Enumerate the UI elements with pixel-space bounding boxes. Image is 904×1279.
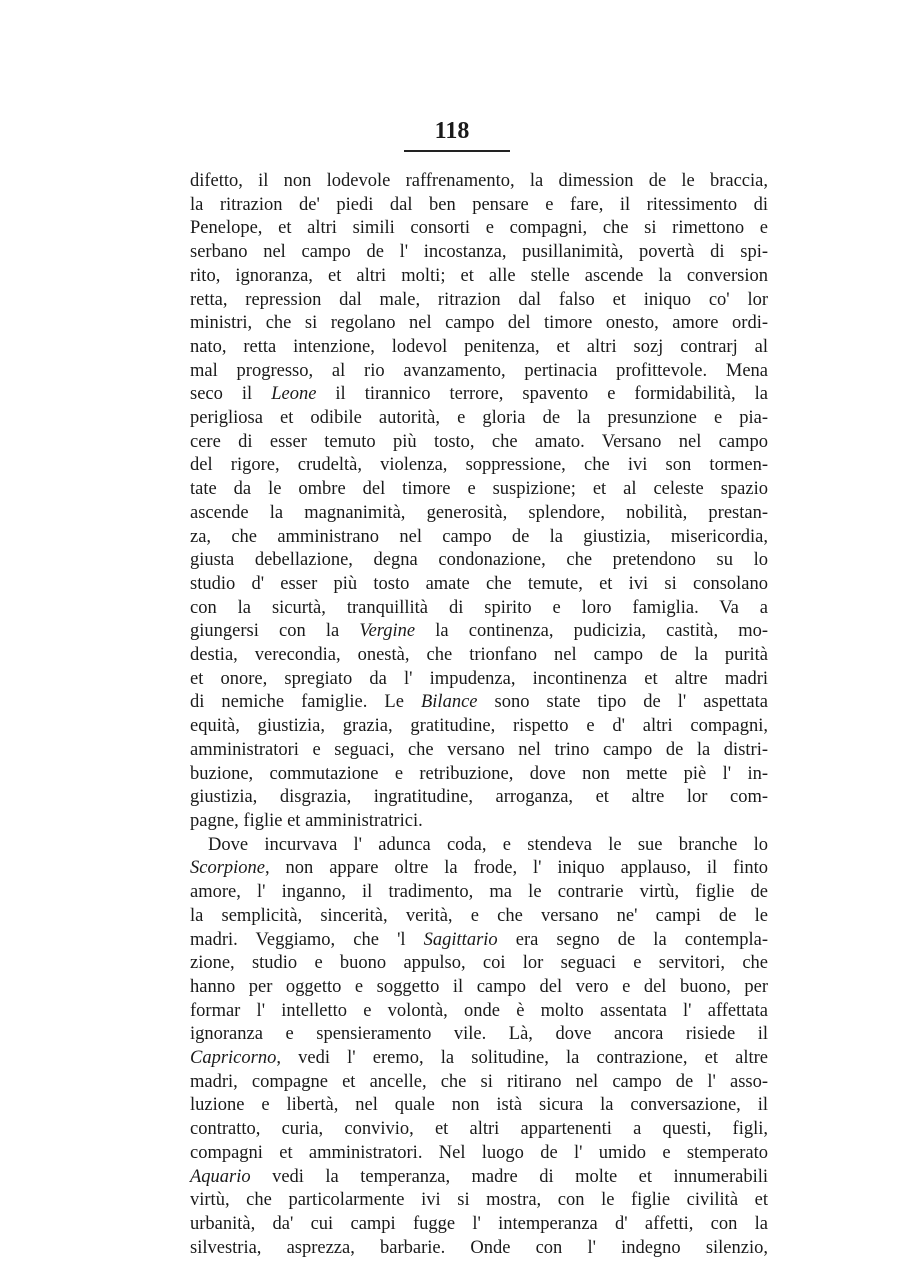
text-line: rito, ignoranza, et altri molti; et alle stelle ascende la conversion [190,265,768,286]
text-line: zione, studio e buono appulso, coi lor seguaci e servitori, che [190,953,768,974]
italic-term: Aquario [190,1166,251,1187]
text-line: madri, compagne et ancelle, che si ritirano nel campo de l' asso- [190,1071,768,1092]
text-line: studio d' esser più tosto amate che temute, et ivi si consolano [190,573,768,594]
text-line: compagni et amministratori. Nel luogo de l' umido e stemperato [190,1142,768,1163]
text-line: la ritrazion de' piedi dal ben pensare e fare, il ritessimento di [190,194,768,215]
text-line: con la sicurtà, tranquillità di spirito e loro famiglia. Va a [190,597,768,618]
text-line: tate da le ombre del timore e suspizione; et al celeste spazio [190,479,768,500]
text-line: retta, repression dal male, ritrazion dal falso et iniquo co' lor [190,289,768,310]
text-line: za, che amministrano nel campo de la giustizia, misericordia, [190,526,768,547]
text-line: Penelope, et altri simili consorti e compagni, che si rimettono e [190,218,768,239]
text-line: Scorpione, non appare oltre la frode, l' iniquo applauso, il finto [190,858,768,879]
italic-term: Scorpione [190,858,266,879]
text-line: amministratori e seguaci, che versano nel trino campo de la distri- [190,739,768,760]
text-line: urbanità, da' cui campi fugge l' intemperanza d' affetti, con la [190,1213,768,1234]
text-line: ascende la magnanimità, generosità, splendore, nobilità, prestan- [190,502,768,523]
text-line: formar l' intelletto e volontà, onde è molto assentata l' affettata [190,1000,768,1021]
text-line: virtù, che particolarmente ivi si mostra, con le figlie civilità et [190,1190,768,1211]
text-line: pagne, figlie et amministratrici. [190,810,423,831]
text-line: silvestria, asprezza, barbarie. Onde con l' indegno silenzio, [190,1237,768,1258]
text-line: giungersi con la Vergine la continenza, pudicizia, castità, mo- [190,621,768,642]
text-line: seco il Leone il tirannico terrore, spavento e formidabilità, la [190,384,768,405]
italic-term: Sagittario [423,929,498,950]
text-line: amore, l' inganno, il tradimento, ma le contrarie virtù, figlie de [190,882,768,903]
text-line: buzione, commutazione e retribuzione, dove non mette piè l' in- [190,763,768,784]
text-line: nato, retta intenzione, lodevol penitenza, et altri sozj contrarj al [190,336,768,357]
body-text [190,170,768,1260]
text-line: perigliosa et odibile autorità, e gloria de la presunzione e pia- [190,408,768,429]
text-line: ignoranza e spensieramento vile. Là, dove ancora risiede il [190,1024,768,1045]
text-line: Aquario vedi la temperanza, madre di molte et innumerabili [190,1166,768,1187]
text-line: et onore, spregiato da l' impudenza, incontinenza et altre madri [190,668,768,689]
text-line: cere di esser temuto più tosto, che amato. Versano nel campo [190,431,768,452]
text-line: contratto, curia, convivio, et altri appartenenti a questi, figli, [190,1119,768,1140]
page-number: 118 [434,118,470,144]
text-line: equità, giustizia, grazia, gratitudine, rispetto e d' altri compagni, [190,716,768,737]
text-line: mal progresso, al rio avanzamento, pertinacia profittevole. Mena [190,360,768,381]
text-line: difetto, il non lodevole raffrenamento, la dimession de le braccia, [190,171,768,191]
text-line: giustizia, disgrazia, ingratitudine, arroganza, et altre lor com- [190,787,768,808]
text-line: ministri, che si regolano nel campo del timore onesto, amore ordi- [190,313,768,334]
italic-term: Leone [271,384,317,405]
header-rule [404,150,510,152]
italic-term: Bilance [420,692,478,713]
text-line: madri. Veggiamo, che 'l Sagittario era segno de la contempla- [190,929,768,950]
text-line: Dove incurvava l' adunca coda, e stendeva le sue branche lo [208,834,768,855]
text-line: Capricorno, vedi l' eremo, la solitudine, la contrazione, et altre [190,1048,768,1069]
text-line: del rigore, crudeltà, violenza, soppressione, che ivi son tormen- [190,455,768,476]
text-line: luzione e libertà, nel quale non istà sicura la conversazione, il [190,1095,768,1116]
italic-term: Vergine [359,621,416,642]
text-line: serbano nel campo de l' incostanza, pusillanimità, povertà di spi- [190,242,768,263]
text-line: la semplicità, sincerità, verità, e che versano ne' campi de le [190,905,768,926]
text-line: giusta debellazione, degna condonazione, che pretendono su lo [190,550,768,571]
text-line: di nemiche famiglie. Le Bilance sono state tipo de l' aspettata [190,692,768,713]
text-line: destia, verecondia, onestà, che trionfano nel campo de la purità [190,645,768,666]
text-line: hanno per oggetto e soggetto il campo del vero e del buono, per [190,976,768,997]
italic-term: Capricorno [190,1048,277,1069]
